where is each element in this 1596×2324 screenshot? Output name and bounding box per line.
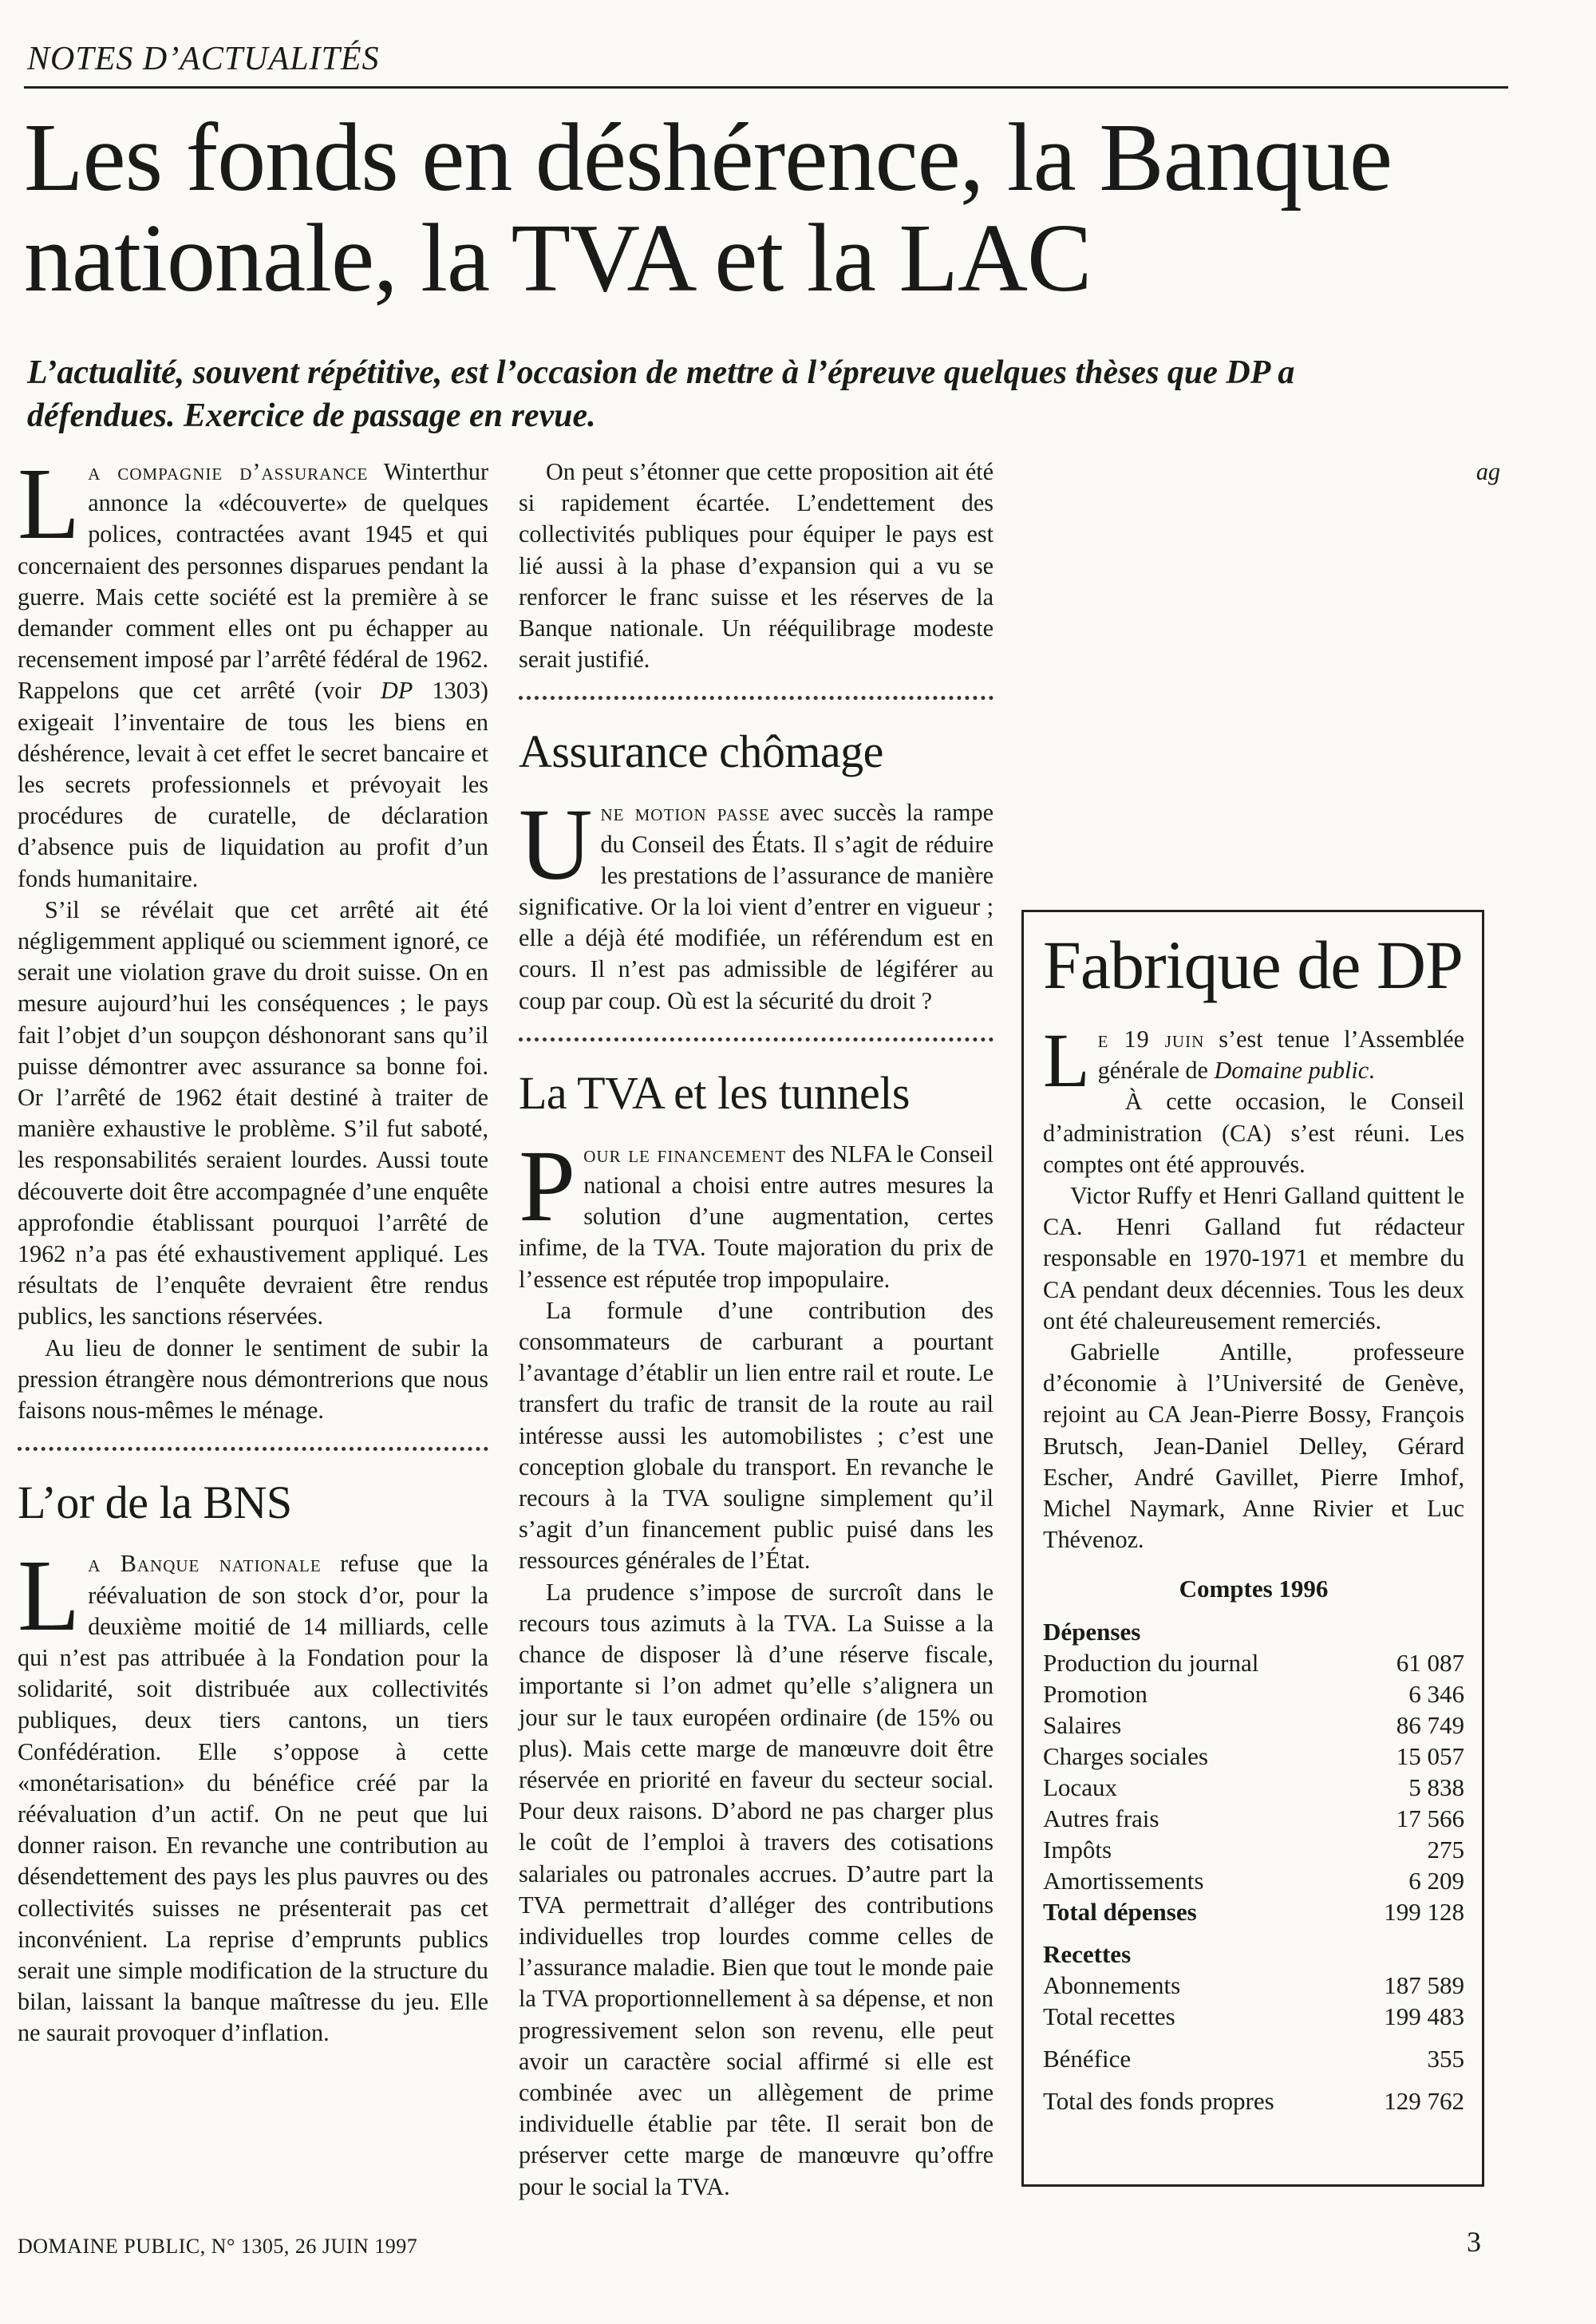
- accounts-value: 6 209: [1408, 1867, 1464, 1895]
- dotted-divider: [519, 1038, 994, 1041]
- dropcap: L: [18, 457, 81, 560]
- accounts-row: [1043, 1970, 1464, 2001]
- accounts-label: Autres frais: [1043, 1804, 1159, 1833]
- dotted-divider: [18, 1447, 488, 1451]
- accounts-label: Salaires: [1043, 1711, 1122, 1740]
- accounts-label: Promotion: [1043, 1680, 1148, 1709]
- accounts-label: Total dépenses: [1043, 1898, 1197, 1927]
- lead-in: e 19 juin: [1097, 1026, 1205, 1053]
- box-p2: À cette occasion, le Conseil d’administration (CA) s’est réuni. Les comptes ont été approuvés.: [1043, 1088, 1464, 1178]
- subhead-tva: La TVA et les tunnels: [519, 1066, 910, 1119]
- box-p3: Victor Ruffy et Henri Galland quittent le CA. Henri Galland fut rédacteur responsable en 1970-1971 et membre du CA pendant deux décennies. Tous les deux ont été chaleureusement remerciés.: [1043, 1182, 1464, 1334]
- accounts-label: Charges sociales: [1043, 1742, 1208, 1771]
- accounts-label: Locaux: [1043, 1773, 1117, 1802]
- article-fonds-p1: [18, 457, 488, 895]
- text: 1303) exigeait l’inventaire de tous les biens en déshérence, levait à cet effet le secret bancaire et les secrets professionnels et prévoyait les procédures de curatelle, de déclaration d’absence puis de liquidation au profit d’un fonds humanitaire.: [18, 677, 488, 892]
- accounts-row: [1043, 1927, 1464, 1970]
- box-p4: Gabrielle Antille, professeure d’économie à l’Université de Genève, rejoint au CA Jean-Pierre Bossy, François Brutsch, Jean-Daniel Delley, Gérard Escher, André Gavillet, Pierre Imhof, Michel Naymark, Anne Rivier et Luc Thévenoz.: [1043, 1338, 1464, 1554]
- box-p1: [1043, 1018, 1464, 1103]
- accounts-row: [1043, 2074, 1464, 2116]
- accounts-row: [1043, 2001, 1464, 2032]
- accounts-value: 6 346: [1408, 1680, 1464, 1709]
- accounts-value: [1356, 1927, 1464, 1970]
- accounts-value: 86 749: [1396, 1711, 1464, 1740]
- lede: L’actualité, souvent répétitive, est l’occasion de mettre à l’épreuve quelques thèses que DP a défendues. Exercice de passage en revue.: [27, 354, 1295, 434]
- accounts-label: Amortissements: [1043, 1867, 1204, 1895]
- author-signature: ag: [1476, 458, 1500, 485]
- article-tva-p3: La prudence s’impose de surcroît dans le recours tous azimuts à la TVA. La Suisse a la chance de disposer là d’une réserve fiscale, importante si l’on admet qu’elle s’alignera un jour sur le taux européen ordinaire (de 15% ou plus). Mais cette marge de manœuvre doit être réservée en priorité en faveur du secteur social. Pour deux raisons. D’abord ne pas charger plus le coût de l’emploi à travers des cotisations salariales ou patronales accrues. D’autre part la TVA permettrait d’alléger des contributions individuelles trop lourdes comme celles de l’assurance maladie. Bien que tout le monde paie la TVA proportionnellement à sa dépense, et non progressivement selon son revenu, elle peut avoir un caractère social affirmé si elle est combinée avec un allègement de prime individuelle établie par tête. Il serait bon de préserver cette marge de manœuvre qu’offre pour le social la TVA.: [519, 1578, 994, 2200]
- accounts-row: [1043, 1611, 1464, 1647]
- article-bns-p1: [18, 1539, 488, 2049]
- article-tva-p2: La formule d’une contribution des consommateurs de carburant a pourtant l’avantage d’établir un lien entre rail et route. Le transfert du trafic de transit de la route au rail intéresse aussi les automobilistes ; c’est une conception globale du transport. En revanche le recours à la TVA souligne simplement qu’il s’agit d’un financement public puisé dans les ressources générales de l’État.: [519, 1296, 994, 1575]
- column-2: [519, 457, 994, 2203]
- text: .: [1369, 1057, 1375, 1085]
- accounts-row: [1043, 1647, 1464, 1678]
- lead-in: a compagnie d’assurance: [88, 458, 369, 485]
- accounts-row: [1043, 1865, 1464, 1896]
- header-rule: [24, 86, 1508, 89]
- article-chomage-p1: [519, 788, 994, 1016]
- accounts-row: [1043, 1741, 1464, 1772]
- accounts-label: Total recettes: [1043, 2002, 1175, 2031]
- box-title: Fabrique de DP: [1043, 927, 1463, 1003]
- accounts-title: Comptes 1996: [1179, 1575, 1329, 1603]
- text: refuse que la réévaluation de son stock d’or, pour la deuxième moitié de 14 milliards, celle qui n’est pas attribuée à la Fondation pour la solidarité, soit distribuée aux collectivités publiques, deux tiers cantons, un tiers Confédération. Elle s’oppose à cette «monétarisation» du bénéfice créé par la réévaluation d’un actif. On ne peut que lui donner raison. En revanche une contribution au désendettement des pays les plus pauvres ou des collectivités suisses ne présenterait pas cet inconvénient. La reprise d’emprunts publics serait une simple modification de la structure du bilan, laissant la banque maîtresse du jeu. Elle ne saurait provoquer d’inflation.: [18, 1550, 488, 2047]
- accounts-value: 15 057: [1396, 1742, 1464, 1771]
- column-3: [1025, 457, 1500, 894]
- accounts-row: [1043, 2032, 1464, 2074]
- accounts-value: 199 483: [1384, 2002, 1464, 2031]
- subhead-chomage: Assurance chômage: [519, 725, 883, 778]
- accounts-row: [1043, 1772, 1464, 1803]
- lead-in: our le financement: [583, 1140, 787, 1168]
- text: Winterthur annonce la «découverte» de quelques polices, contractées avant 1945 et qui concernaient des personnes disparues pendant la guerre. Mais cette société est la première à se demander comment elles ont pu échapper au recensement imposé par l’arrêté fédéral de 1962. Rappelons que cet arrêté (voir: [18, 458, 488, 705]
- accounts-row: [1043, 1896, 1464, 1927]
- article-bns-p2: On peut s’étonner que cette proposition ait été si rapidement écartée. L’endettement des collectivités publiques pour équiper le pays est lié aussi à la phase d’expansion qui a vu se renforcer le franc suisse et les réserves de la Banque nationale. Un rééquilibrage modeste serait justifié.: [519, 458, 994, 674]
- dropcap: U: [519, 788, 593, 902]
- accounts-table: [1043, 1611, 1464, 2116]
- page-number: 3: [1467, 2226, 1481, 2258]
- accounts-label: Impôts: [1043, 1836, 1112, 1864]
- text: s’est tenue l’Assemblée générale de: [1097, 1026, 1464, 1085]
- accounts-row: [1043, 1834, 1464, 1865]
- accounts-value: 5 838: [1408, 1773, 1464, 1802]
- lead-in: ne motion passe: [600, 799, 770, 827]
- accounts-value: 199 128: [1384, 1898, 1464, 1927]
- text: des NLFA le Conseil national a choisi entre autres mesures la solution d’une augmentation, certes infime, de la TVA. Toute majoration du prix de l’essence est réputée trop impopulaire.: [519, 1140, 994, 1293]
- section-label: NOTES D’ACTUALITÉS: [27, 41, 380, 77]
- article-fonds-p3: Au lieu de donner le sentiment de subir la pression étrangère nous démontrerions que nous faisons nous-mêmes le ménage.: [18, 1334, 488, 1425]
- headline: Les fonds en déshérence, la Banque nationale, la TVA et la LAC: [24, 104, 1392, 312]
- column-1: [18, 457, 488, 2203]
- accounts-row: [1043, 1678, 1464, 1709]
- accounts-label: Abonnements: [1043, 1971, 1181, 2000]
- ref: DP: [381, 677, 413, 705]
- accounts-value: 129 762: [1384, 2087, 1464, 2116]
- accounts-label: Dépenses: [1043, 1618, 1141, 1646]
- accounts-row: [1043, 1709, 1464, 1741]
- text: avec succès la rampe du Conseil des États. Il s’agit de réduire les prestations de l’assurance de manière significative. Or la loi vient d’entrer en vigueur ; elle a déjà été modifiée, un référendum est en cours. Il n’est pas admissible de légiférer au coup par coup. Où est la sécurité du droit ?: [519, 799, 994, 1014]
- fabrique-box: [1021, 910, 1484, 2187]
- accounts-value: 187 589: [1384, 1971, 1464, 2000]
- accounts-value: [1356, 1611, 1464, 1647]
- dropcap: L: [18, 1539, 81, 1653]
- accounts-row: [1043, 1803, 1464, 1834]
- subhead-bns: L’or de la BNS: [18, 1476, 292, 1529]
- accounts-value: 17 566: [1396, 1804, 1464, 1833]
- dropcap: L: [1043, 1018, 1090, 1103]
- publication-name: Domaine public: [1214, 1057, 1369, 1085]
- accounts-value: 355: [1427, 2045, 1464, 2073]
- dropcap: P: [519, 1128, 576, 1243]
- accounts-label: Production du journal: [1043, 1649, 1259, 1678]
- box-text: [1043, 1018, 1464, 1555]
- accounts-value: 275: [1427, 1836, 1464, 1864]
- lead-in: a Banque nationale: [88, 1550, 322, 1578]
- accounts-label: Total des fonds propres: [1043, 2087, 1274, 2116]
- accounts-label: Bénéfice: [1043, 2045, 1132, 2073]
- article-tva-p1: [519, 1128, 994, 1295]
- article-fonds-p2: S’il se révélait que cet arrêté ait été négligemment appliqué ou sciemment ignoré, ce serait une violation grave du droit suisse. On en mesure aujourd’hui les conséquences ; le pays fait l’objet d’un soupçon déshonorant sans qu’il puisse démontrer avec assurance sa bonne foi. Or l’arrêté de 1962 était destiné à traiter de manière exhaustive le problème. S’il fut saboté, les responsabilités seraient lourdes. Aussi toute découverte doit être accompagnée d’une enquête approfondie établissant pourquoi l’arrêté de 1962 n’a pas été exhaustivement appliqué. Les résultats de l’enquête devraient être rendus publics, les sanctions réservées.: [18, 895, 488, 1330]
- accounts-label: Recettes: [1043, 1940, 1132, 1969]
- dotted-divider: [519, 696, 994, 700]
- footer-publication: DOMAINE PUBLIC, N° 1305, 26 JUIN 1997: [18, 2235, 418, 2258]
- accounts-value: 61 087: [1396, 1649, 1464, 1678]
